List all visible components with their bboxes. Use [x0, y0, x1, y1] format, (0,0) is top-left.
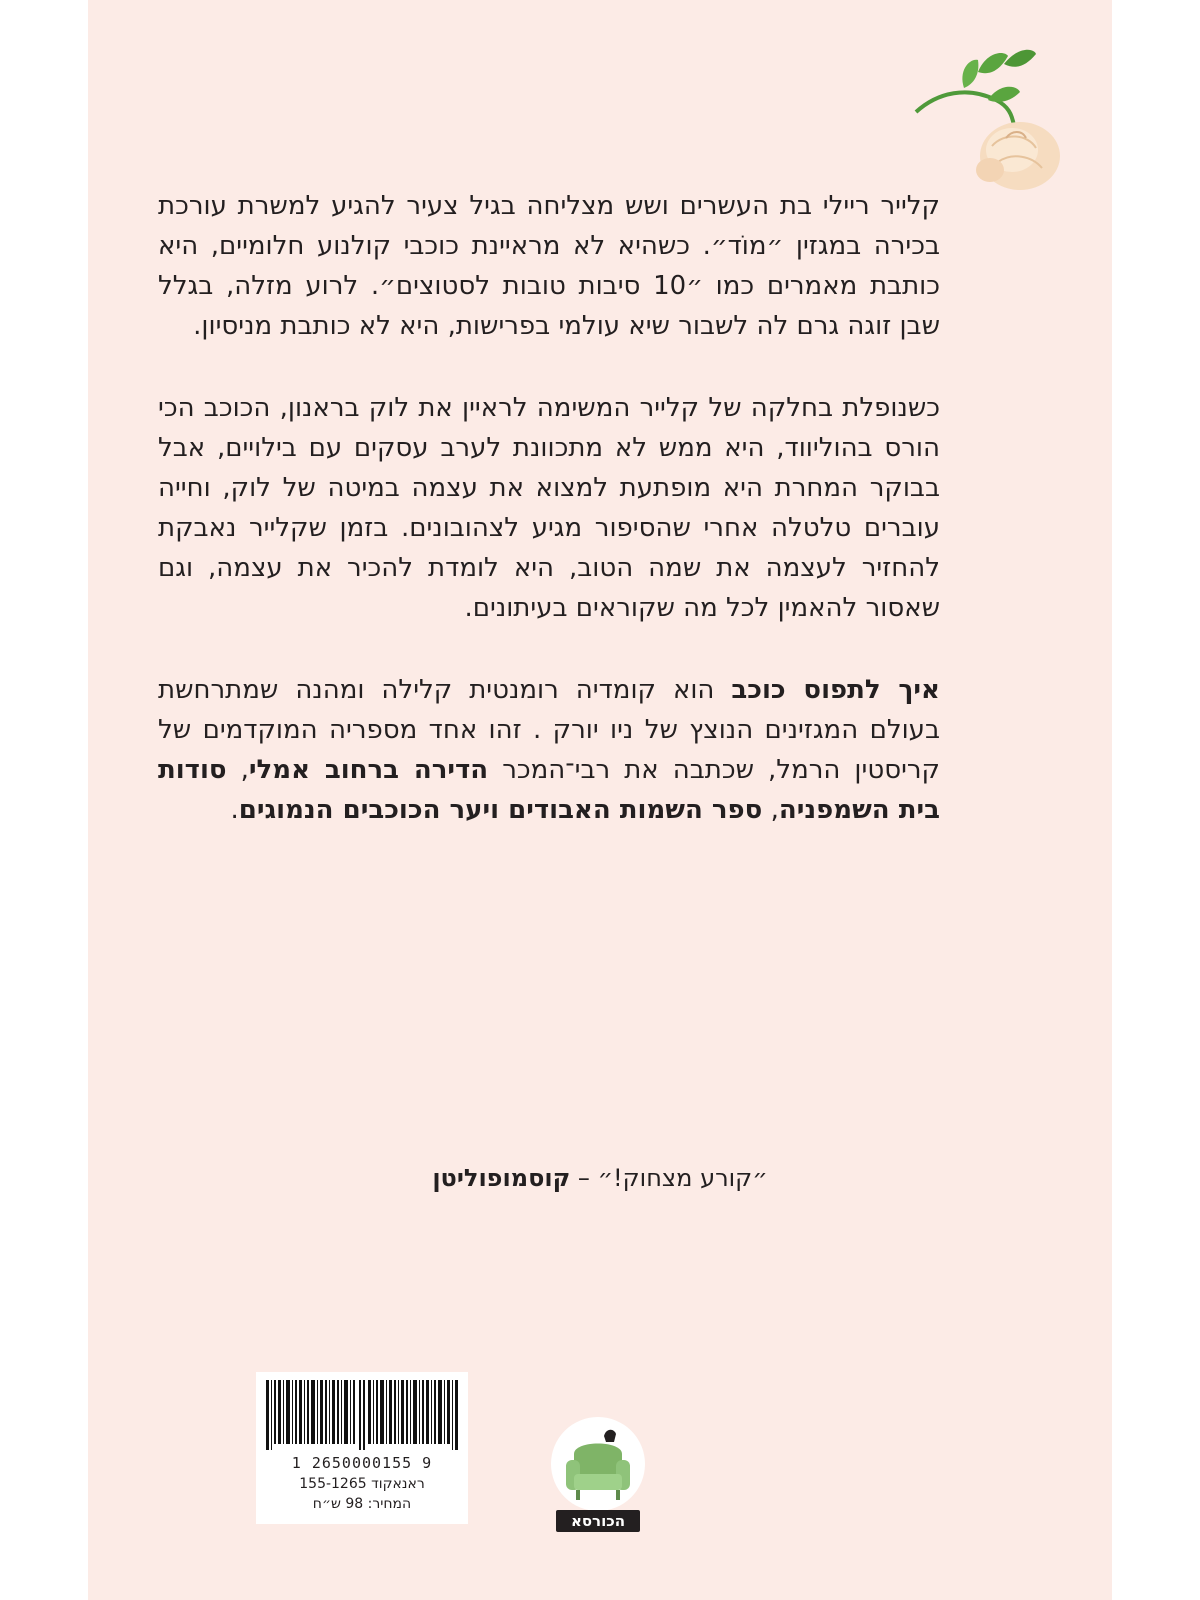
price-line: המחיר: 98 ש״ח [312, 1496, 412, 1512]
related-book-title: סודות בית השמפניה [158, 755, 940, 825]
code-line: ראנאקוד 155-1265 [299, 1476, 425, 1492]
related-book-title: יער הכוכבים הנמוגים [238, 795, 491, 825]
blurb-paragraph-2: כשנופלת בחלקה של קלייר המשימה לראיין את לוק בראנון, הכוכב הכי הורס בהוליווד, היא ממש לא מתכוונת לערב עסקים עם בילויים, אבל בבוקר המחרת היא מופתעת למצוא את עצמה במיטה של לוק, וחייה עוברים טלטלה אחרי שהסיפור מגיע לצהובונים. בזמן שקלייר נאבקת להחזיר לעצמה את שמה הטוב, היא לומדת להכיר את עצמה, וגם שאסור להאמין לכל מה שקוראים בעיתונים. [158, 393, 940, 623]
review-quote: ״קורע מצחוק!״ – קוסמופוליטן [432, 1164, 768, 1192]
book-title: איך לתפוס כוכב [731, 675, 940, 705]
blurb-text [158, 186, 940, 872]
barcode-sticker [256, 1372, 468, 1524]
blurb-paragraph-3: איך לתפוס כוכב הוא קומדיה רומנטית קלילה ומהנה שמתרחשת בעולם המגזינים הנוצץ של ניו יורק . זהו אחד מספריה המוקדמים של קריסטין הרמל, שכתבה את רבי־המכר הדירה ברחוב אמלי, סודות בית השמפניה, ספר השמות האבודים ויער הכוכבים הנמוגים. [158, 675, 941, 825]
rose-illustration [908, 42, 1068, 202]
blurb-paragraph-1: קלייר ריילי בת העשרים ושש מצליחה בגיל צעיר להגיע למשרת עורכת בכירה במגזין ״מוֹד״. כשהיא לא מראיינת כוכבי קולנוע חלומיים, היא כותבת מאמרים כמו ״10 סיבות טובות לסטוצים״. לרוע מזלה, בגלל שבן זוגה גרם לה לשבור שיא עולמי בפרישות, היא לא כותבת מניסיון. [158, 191, 940, 341]
quote-text: ״קורע מצחוק!״ [597, 1164, 768, 1192]
related-book-title: ספר השמות האבודים [508, 795, 763, 825]
quote-source: קוסמופוליטן [432, 1164, 571, 1192]
publisher-name: הכורסא [556, 1510, 640, 1532]
related-book-title: הדירה ברחוב אמלי [248, 755, 489, 785]
barcode-icon [266, 1380, 458, 1450]
barcode-number: 1 2650000155 9 [291, 1454, 433, 1472]
